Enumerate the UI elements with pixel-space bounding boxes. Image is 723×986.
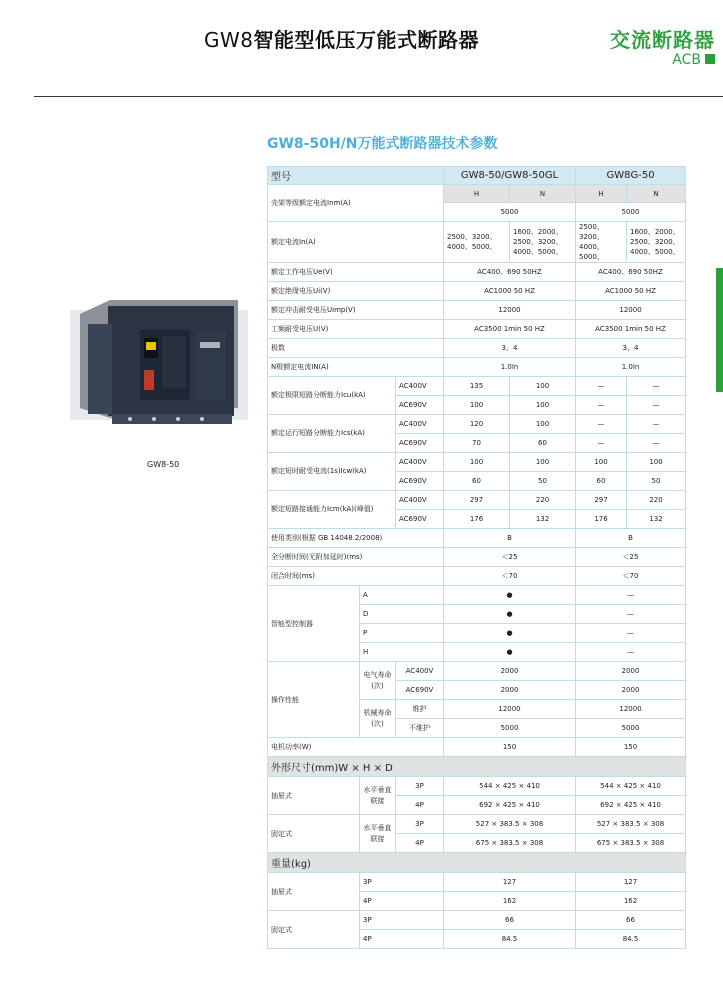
table-cell: 外形尺寸(mm)W × H × D (268, 757, 686, 777)
table-cell: — (576, 396, 627, 415)
table-cell: 60 (444, 472, 510, 491)
table-cell: AC690V (396, 510, 444, 529)
table-cell: 150 (444, 738, 576, 757)
table-row (268, 567, 686, 586)
header-divider (34, 96, 723, 97)
table-cell: 机械寿命(次) (360, 700, 396, 738)
table-cell: 527 × 383.5 × 308 (444, 815, 576, 834)
table-cell: — (576, 624, 686, 643)
table-cell: 1.0In (444, 358, 576, 377)
table-cell: 3P (396, 815, 444, 834)
table-cell: P (360, 624, 444, 643)
table-cell: — (627, 434, 686, 453)
table-cell: AC690V (396, 434, 444, 453)
brand-cn: 交流断路器 (610, 28, 715, 52)
table-cell: 297 (576, 491, 627, 510)
table-cell: 固定式 (268, 815, 360, 853)
table-cell: 544 × 425 × 410 (576, 777, 686, 796)
table-cell: 132 (510, 510, 576, 529)
table-cell: 132 (627, 510, 686, 529)
table-row (268, 529, 686, 548)
table-cell: 4P (360, 930, 444, 949)
table-cell: ● (444, 643, 576, 662)
table-cell: 100 (576, 453, 627, 472)
table-cell: 额定短路接通能力Icm(kA)(峰值) (268, 491, 396, 529)
table-cell: 型号 (268, 167, 444, 185)
table-row (268, 185, 686, 203)
table-row (268, 586, 686, 605)
table-cell: 100 (510, 415, 576, 434)
table-cell: — (627, 377, 686, 396)
table-cell: 维护 (396, 700, 444, 719)
table-cell: 4P (396, 834, 444, 853)
table-cell: N (627, 185, 686, 203)
table-cell: B (576, 529, 686, 548)
table-cell: 2000 (444, 662, 576, 681)
table-cell: N极额定电流IN(A) (268, 358, 444, 377)
table-cell: 12000 (576, 301, 686, 320)
table-cell: GW8G-50 (576, 167, 686, 185)
table-cell: 电气寿命(次) (360, 662, 396, 700)
table-row (268, 777, 686, 796)
table-cell: 3P (360, 873, 444, 892)
spec-table (267, 166, 686, 949)
table-cell: 1.0In (576, 358, 686, 377)
table-cell: 70 (444, 434, 510, 453)
table-cell: 5000 (576, 719, 686, 738)
table-cell: 692 × 425 × 410 (576, 796, 686, 815)
table-cell: AC400、690 50HZ (444, 263, 576, 282)
table-cell: 2500、3200、4000、5000、 (444, 222, 510, 263)
table-cell: 4P (396, 796, 444, 815)
table-cell: 额定运行短路分断能力Ics(kA) (268, 415, 396, 453)
table-cell: 12000 (444, 301, 576, 320)
table-cell: 额定工作电压Ue(V) (268, 263, 444, 282)
table-row (268, 738, 686, 757)
table-cell: AC400、690 50HZ (576, 263, 686, 282)
brand-square-icon (705, 54, 715, 64)
breaker-photo (70, 290, 248, 450)
table-cell: 50 (510, 472, 576, 491)
table-cell: 150 (576, 738, 686, 757)
table-row (268, 222, 686, 263)
table-cell: 120 (444, 415, 510, 434)
table-cell: — (576, 643, 686, 662)
table-cell: — (576, 415, 627, 434)
table-cell: 3、4 (444, 339, 576, 358)
section-header-dimensions (268, 757, 686, 777)
table-cell: — (576, 434, 627, 453)
table-cell: 3、4 (576, 339, 686, 358)
table-cell: 2000 (444, 681, 576, 700)
table-cell: — (576, 605, 686, 624)
table-cell: 544 × 425 × 410 (444, 777, 576, 796)
table-cell: 675 × 383.5 × 308 (576, 834, 686, 853)
table-cell: AC400V (396, 662, 444, 681)
table-cell: 60 (510, 434, 576, 453)
table-row (268, 662, 686, 681)
table-cell: 2000 (576, 662, 686, 681)
table-row (268, 320, 686, 339)
table-row (268, 453, 686, 472)
table-cell: 额定冲击耐受电压Uimp(V) (268, 301, 444, 320)
table-row (268, 301, 686, 320)
table-cell: 额定电流In(A) (268, 222, 444, 263)
table-cell: H (360, 643, 444, 662)
table-cell: 100 (444, 453, 510, 472)
table-cell: ＜25 (576, 548, 686, 567)
table-cell: GW8-50/GW8-50GL (444, 167, 576, 185)
table-cell: 12000 (444, 700, 576, 719)
table-cell: 84.5 (444, 930, 576, 949)
table-cell: 692 × 425 × 410 (444, 796, 576, 815)
table-cell: H (444, 185, 510, 203)
table-cell: 5000 (444, 203, 576, 222)
table-cell: 工频耐受电压U(V) (268, 320, 444, 339)
table-cell: AC690V (396, 472, 444, 491)
table-cell: AC1000 50 HZ (444, 282, 576, 301)
table-cell: 12000 (576, 700, 686, 719)
table-cell: AC690V (396, 396, 444, 415)
table-cell: 162 (576, 892, 686, 911)
table-row (268, 263, 686, 282)
table-cell: AC3500 1min 50 HZ (444, 320, 576, 339)
table-cell: 极数 (268, 339, 444, 358)
table-row (268, 282, 686, 301)
table-header-row (268, 167, 686, 185)
table-cell: B (444, 529, 576, 548)
table-cell: N (510, 185, 576, 203)
table-cell: 额定绝缘电压Ui(V) (268, 282, 444, 301)
table-cell: 固定式 (268, 911, 360, 949)
table-cell: 176 (444, 510, 510, 529)
table-cell: ● (444, 605, 576, 624)
table-cell: 闭合时间(ms) (268, 567, 444, 586)
table-cell: 127 (444, 873, 576, 892)
table-cell: 操作性能 (268, 662, 360, 738)
table-cell: 66 (576, 911, 686, 930)
table-cell: AC3500 1min 50 HZ (576, 320, 686, 339)
table-cell: AC400V (396, 377, 444, 396)
table-cell: 额定短时耐受电流(1s)Icw(kA) (268, 453, 396, 491)
table-cell: 1600、2000、2500、3200、4000、5000、 (510, 222, 576, 263)
table-cell: 2500、3200、4000、5000、 (576, 222, 627, 263)
table-row (268, 491, 686, 510)
table-cell: ● (444, 624, 576, 643)
table-row (268, 911, 686, 930)
table-cell: 100 (627, 453, 686, 472)
table-cell: 5000 (444, 719, 576, 738)
table-cell: 抽屉式 (268, 873, 360, 911)
table-cell: — (576, 586, 686, 605)
table-cell: — (627, 415, 686, 434)
table-cell: D (360, 605, 444, 624)
table-cell: 220 (627, 491, 686, 510)
table-cell: 527 × 383.5 × 308 (576, 815, 686, 834)
table-cell: 壳架等级额定电流Inm(A) (268, 185, 444, 222)
table-cell: 60 (576, 472, 627, 491)
table-cell: 5000 (576, 203, 686, 222)
photo-caption: GW8-50 (147, 460, 180, 469)
table-cell: 220 (510, 491, 576, 510)
table-cell: H (576, 185, 627, 203)
table-cell: 176 (576, 510, 627, 529)
table-cell: 66 (444, 911, 576, 930)
table-cell: AC400V (396, 453, 444, 472)
table-cell: A (360, 586, 444, 605)
table-cell: 使用类别(根据 GB 14048.2/2008) (268, 529, 444, 548)
table-cell: 水平垂直联接 (360, 777, 396, 815)
table-cell: — (627, 396, 686, 415)
table-cell: AC690V (396, 681, 444, 700)
table-cell: 电机功率(W) (268, 738, 444, 757)
table-cell: AC1000 50 HZ (576, 282, 686, 301)
table-row (268, 548, 686, 567)
page-title: GW8智能型低压万能式断路器 (204, 28, 479, 52)
table-title: GW8-50H/N万能式断路器技术参数 (267, 136, 498, 152)
table-cell: ＜70 (444, 567, 576, 586)
table-row (268, 815, 686, 834)
table-cell: ＜70 (576, 567, 686, 586)
table-cell: 1600、2000、2500、3200、4000、5000、 (627, 222, 686, 263)
table-cell: 297 (444, 491, 510, 510)
table-row (268, 415, 686, 434)
table-row (268, 873, 686, 892)
table-row (268, 377, 686, 396)
table-cell: 不维护 (396, 719, 444, 738)
brand-label (610, 24, 715, 67)
table-row (268, 358, 686, 377)
table-cell: AC400V (396, 491, 444, 510)
table-cell: 抽屉式 (268, 777, 360, 815)
table-cell: 84.5 (576, 930, 686, 949)
table-cell: 127 (576, 873, 686, 892)
table-cell: 675 × 383.5 × 308 (444, 834, 576, 853)
table-row (268, 339, 686, 358)
table-cell: AC400V (396, 415, 444, 434)
table-cell: 3P (396, 777, 444, 796)
table-cell: 135 (444, 377, 510, 396)
table-cell: 智能型控制器 (268, 586, 360, 662)
table-cell: 50 (627, 472, 686, 491)
table-cell: ● (444, 586, 576, 605)
table-cell: 100 (510, 396, 576, 415)
table-cell: 4P (360, 892, 444, 911)
table-cell: 全分断时间(无附加延时)(ms) (268, 548, 444, 567)
table-cell: ＜25 (444, 548, 576, 567)
table-cell: 100 (510, 453, 576, 472)
side-tab-marker (716, 268, 723, 392)
table-cell: 100 (444, 396, 510, 415)
brand-en: ACB (610, 53, 715, 67)
table-cell: 162 (444, 892, 576, 911)
table-cell: 重量(kg) (268, 853, 686, 873)
table-cell: 3P (360, 911, 444, 930)
table-cell: 100 (510, 377, 576, 396)
table-cell: — (576, 377, 627, 396)
table-cell: 2000 (576, 681, 686, 700)
table-cell: 额定极限短路分断能力Icu(kA) (268, 377, 396, 415)
table-cell: 水平垂直联接 (360, 815, 396, 853)
section-header-weight (268, 853, 686, 873)
